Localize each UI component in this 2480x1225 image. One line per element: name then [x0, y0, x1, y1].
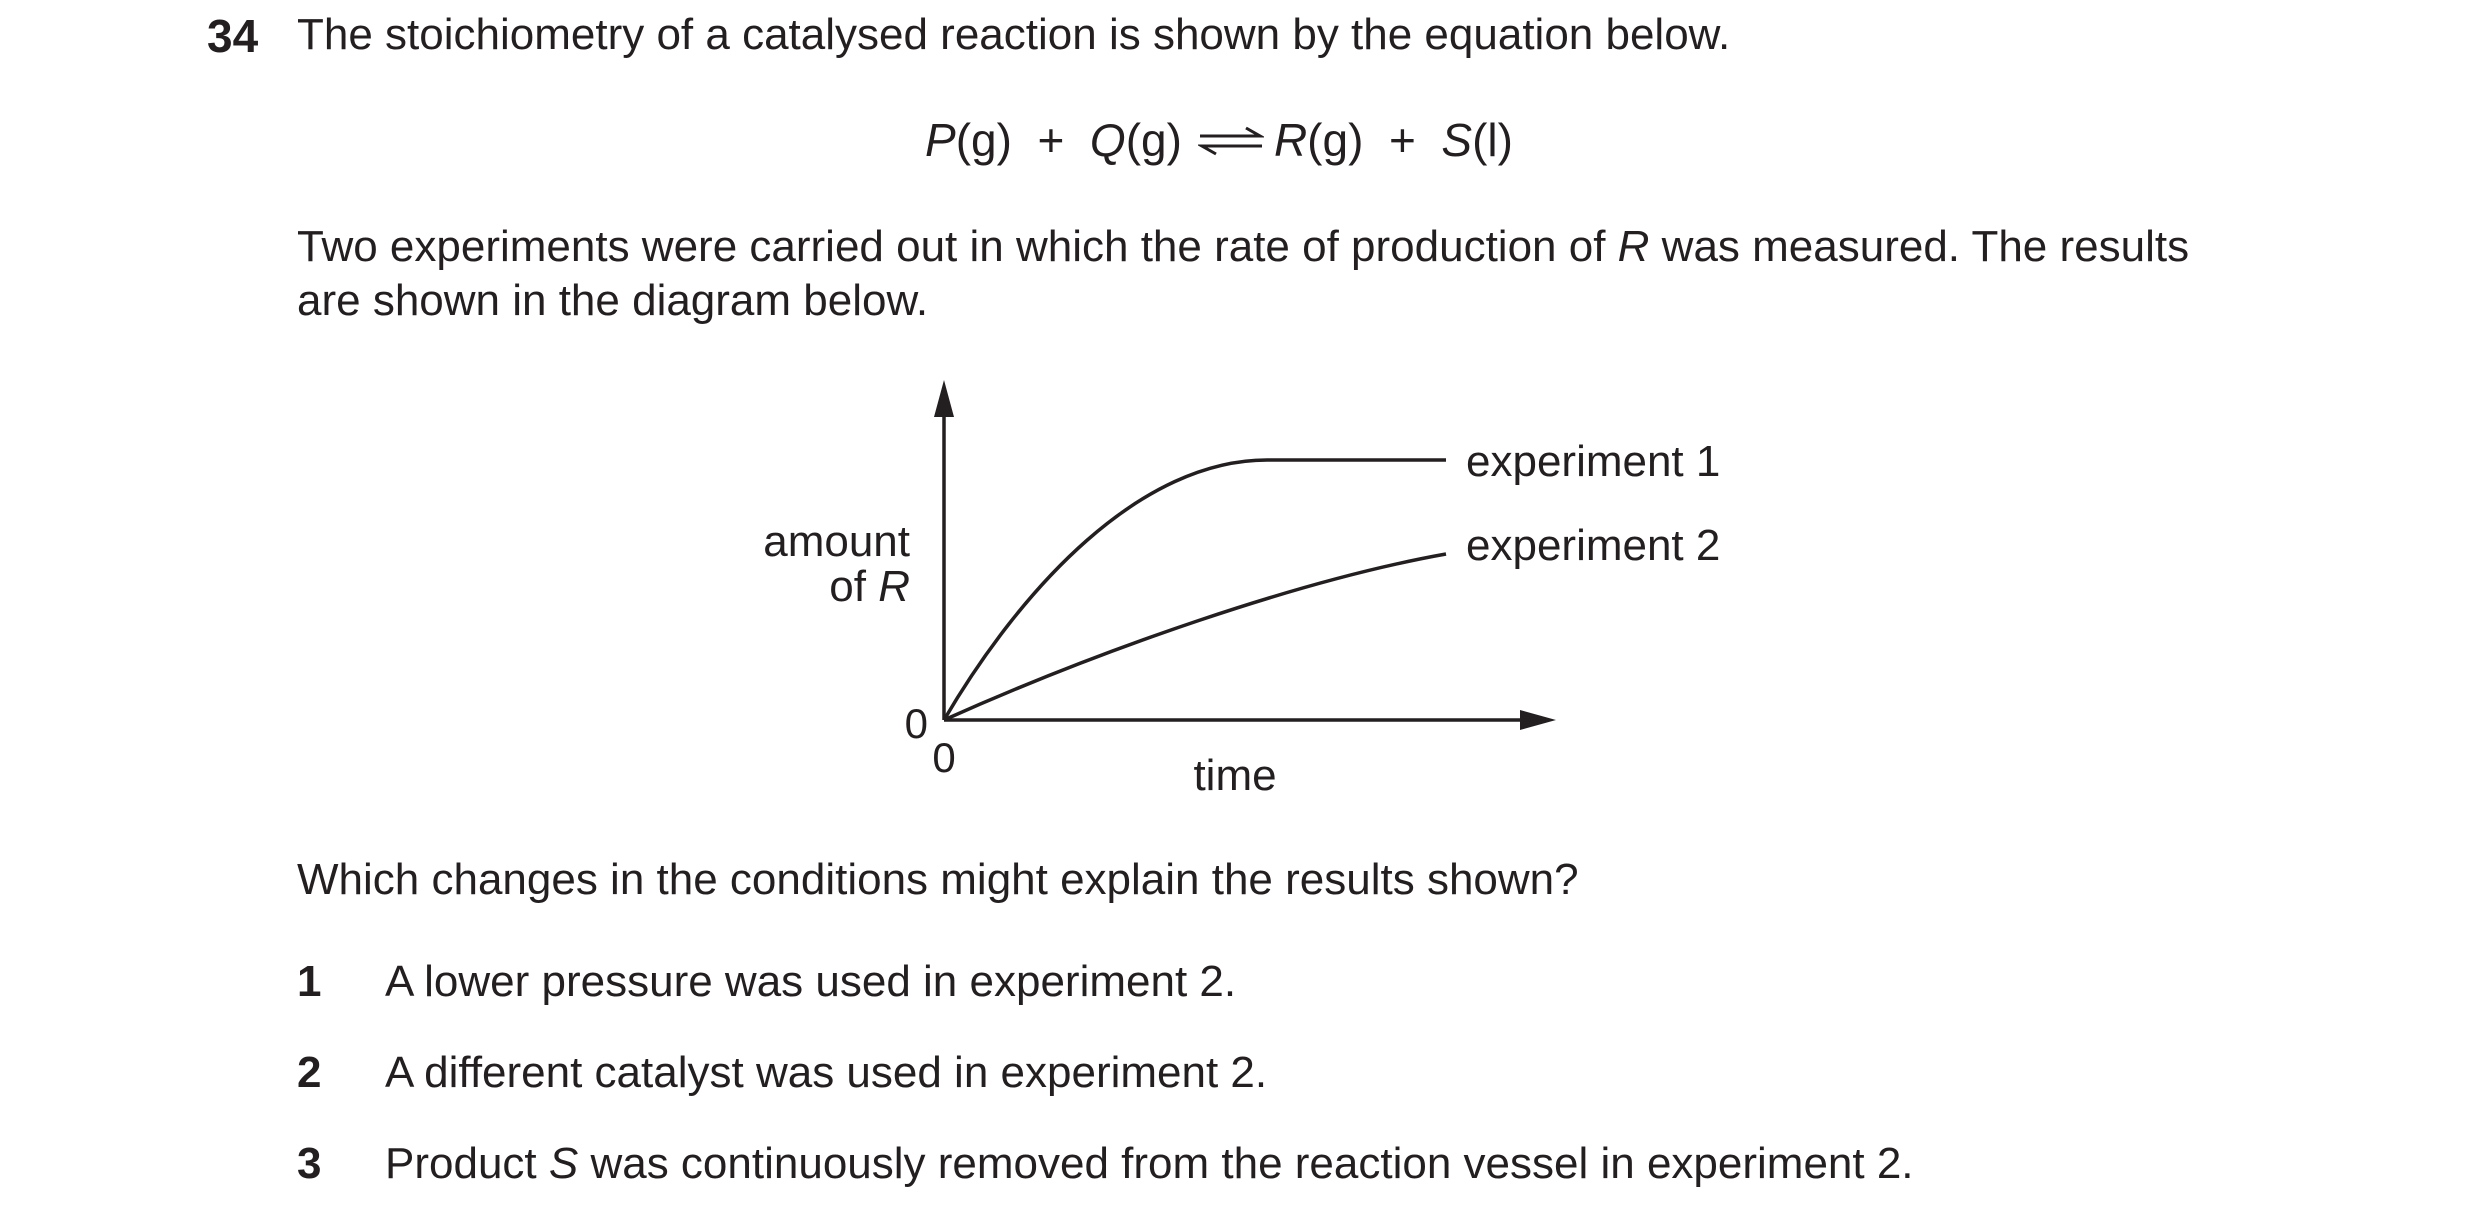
option-text: Product S was continuously removed from the reaction vessel in experiment 2.: [385, 1139, 1914, 1188]
plus-sign: +: [1037, 114, 1065, 166]
product-s-state: (l): [1472, 114, 1513, 166]
y-axis: [934, 380, 954, 720]
question-intro: The stoichiometry of a catalysed reaction is shown by the equation below.: [297, 10, 1731, 59]
series-label-experiment-1: experiment 1: [1466, 437, 1721, 486]
option-text: A lower pressure was used in experiment 2.: [385, 957, 1237, 1006]
x-axis: [944, 710, 1556, 730]
x-axis-label: time: [1193, 751, 1277, 800]
reactant-q: Q: [1089, 114, 1126, 166]
reactant-p-state: (g): [955, 114, 1012, 166]
product-r-state: (g): [1307, 114, 1364, 166]
y-axis-label-line2: of R: [829, 562, 910, 611]
plus-sign: +: [1388, 114, 1416, 166]
x-origin-label: 0: [932, 734, 956, 781]
series-label-experiment-2: experiment 2: [1466, 521, 1721, 570]
option-number: 2: [297, 1048, 322, 1097]
question-prompt: Which changes in the conditions might explain the results shown?: [297, 855, 1579, 904]
reactant-p: P: [925, 114, 956, 166]
y-axis-arrowhead: [934, 380, 954, 417]
experiment-2-curve: [944, 554, 1446, 720]
experiment-description: Two experiments were carried out in which the rate of production of R was measured. The results are shown in the diagram below.: [297, 222, 2190, 325]
question-number: 34: [207, 10, 259, 62]
option-number: 1: [297, 957, 322, 1006]
x-axis-arrowhead: [1520, 710, 1556, 730]
product-s: S: [1441, 114, 1473, 166]
experiment-1-curve: [944, 460, 1446, 720]
option-number: 3: [297, 1139, 322, 1188]
y-origin-label: 0: [904, 700, 928, 747]
reactant-q-state: (g): [1125, 114, 1182, 166]
product-r: R: [1273, 114, 1308, 166]
option-text: A different catalyst was used in experiment 2.: [385, 1048, 1268, 1097]
y-axis-label: amount: [763, 517, 910, 566]
